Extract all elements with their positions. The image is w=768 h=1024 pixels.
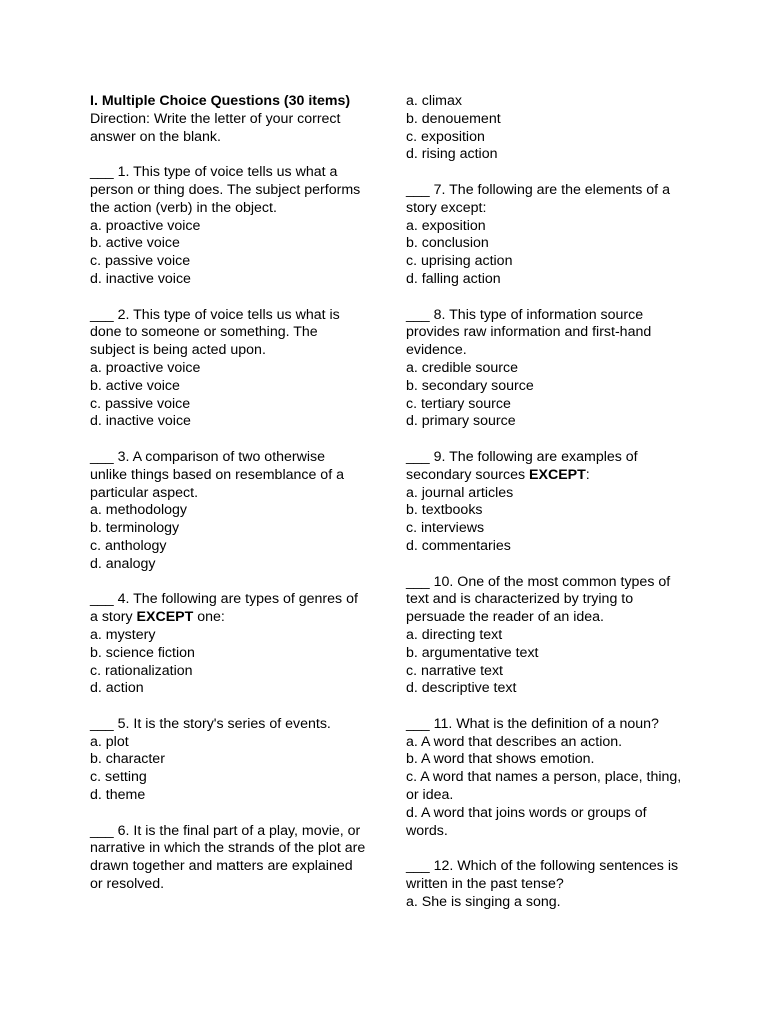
answer-option: c. setting	[90, 769, 147, 786]
answer-option: b. denouement	[406, 110, 501, 127]
spacer	[406, 698, 682, 716]
spacer	[90, 574, 366, 592]
question-item	[90, 449, 366, 574]
question-text: This type of voice tells us what a person or thing does. The subject performs the action (verb) in the object.	[90, 164, 361, 216]
answer-option: b. character	[90, 751, 165, 768]
answer-blank[interactable]: ___	[90, 715, 114, 732]
question-text: One of the most common types of text and is characterized by trying to persuade the reader of an idea.	[406, 573, 671, 626]
question-number: 5.	[113, 715, 134, 732]
question-text: The following are examples of secondary sources	[406, 448, 638, 483]
answer-option: a. methodology	[90, 502, 188, 519]
question-text: It is the final part of a play, movie, or narrative in which the strands of the plot are drawn together and matters are explained or resolved.	[90, 822, 366, 893]
question-stem	[90, 307, 366, 360]
answer-blank[interactable]: ___	[406, 573, 430, 590]
answer-blank[interactable]: ___	[90, 822, 114, 839]
spacer	[90, 805, 366, 823]
answer-option: c. rationalization	[90, 662, 193, 679]
spacer	[406, 840, 682, 858]
question-text-tail: one:	[193, 609, 225, 626]
answer-option: b. active voice	[90, 377, 180, 394]
question-item	[406, 182, 682, 289]
question-text-tail: :	[585, 466, 590, 483]
answer-option: a. proactive voice	[90, 217, 201, 234]
answer-option: c. passive voice	[90, 253, 191, 270]
answer-option: a. climax	[406, 93, 462, 109]
spacer	[90, 698, 366, 716]
emphasis-keyword: EXCEPT	[136, 609, 194, 626]
answer-option: d. inactive voice	[90, 270, 191, 287]
answer-option: d. analogy	[90, 555, 156, 572]
question-text: This type of voice tells us what is done to someone or something. The subject is being acted upon.	[90, 306, 340, 359]
question-number: 9.	[429, 448, 450, 465]
answer-option: b. terminology	[90, 520, 180, 537]
question-number: 12.	[429, 858, 458, 875]
answer-blank[interactable]: ___	[406, 181, 430, 198]
direction-text: Direction: Write the letter of your correct answer on the blank.	[90, 110, 341, 145]
answer-option: a. mystery	[90, 626, 156, 643]
spacer	[90, 146, 366, 164]
answer-option: a. credible source	[406, 359, 518, 376]
answer-option: a. proactive voice	[90, 359, 201, 376]
question-stem	[406, 716, 682, 734]
question-stem	[406, 858, 682, 894]
answer-option: d. theme	[90, 787, 146, 804]
question-number: 4.	[113, 591, 134, 608]
answer-blank[interactable]: ___	[406, 858, 430, 875]
answer-option: b. conclusion	[406, 235, 489, 252]
section-title: I. Multiple Choice Questions (30 items)	[90, 93, 351, 109]
answer-option: b. A word that shows emotion.	[406, 751, 595, 768]
answer-option: c. tertiary source	[406, 395, 511, 412]
answer-option: a. plot	[90, 733, 129, 750]
question-item	[90, 716, 366, 805]
question-text: This type of information source provides raw information and first-hand evidence.	[406, 306, 652, 359]
spacer	[406, 164, 682, 182]
question-stem	[90, 823, 366, 894]
left-question-list	[90, 164, 366, 894]
left-column	[90, 93, 366, 894]
question-text: What is the definition of a noun?	[456, 715, 659, 732]
spacer	[406, 289, 682, 307]
question-stem	[406, 307, 682, 360]
question-text: The following are the elements of a story except:	[406, 181, 670, 216]
question-stem	[90, 591, 366, 627]
answer-option: b. science fiction	[90, 644, 195, 661]
emphasis-keyword: EXCEPT	[529, 466, 586, 483]
question-number: 10.	[429, 573, 458, 590]
question-number: 3.	[113, 448, 133, 465]
question-text: It is the story's series of events.	[133, 715, 331, 732]
question-text: Which of the following sentences is written in the past tense?	[406, 858, 679, 893]
question-item	[90, 307, 366, 432]
answer-option: b. textbooks	[406, 502, 483, 519]
answer-option: b. active voice	[90, 235, 180, 252]
answer-blank[interactable]: ___	[90, 591, 114, 608]
answer-blank[interactable]: ___	[90, 306, 114, 323]
answer-option: a. She is singing a song.	[406, 893, 561, 910]
answer-blank[interactable]: ___	[90, 164, 114, 181]
question-item	[406, 858, 682, 911]
question-number: 8.	[429, 306, 450, 323]
right-question-list	[406, 182, 682, 912]
answer-option: d. inactive voice	[90, 413, 191, 430]
question-stem	[90, 449, 366, 502]
answer-blank[interactable]: ___	[406, 306, 430, 323]
spacer	[406, 556, 682, 574]
right-column	[406, 93, 682, 912]
spacer	[90, 431, 366, 449]
answer-option: d. primary source	[406, 413, 516, 430]
answer-option: c. uprising action	[406, 253, 513, 270]
answer-option: c. interviews	[406, 520, 485, 537]
answer-option: d. commentaries	[406, 537, 511, 554]
answer-option: a. A word that describes an action.	[406, 733, 623, 750]
answer-option: c. exposition	[406, 128, 485, 145]
question-stem	[406, 574, 682, 627]
question-item	[406, 574, 682, 699]
question-item	[406, 307, 682, 432]
question-item	[90, 823, 366, 894]
question-text: The following are types of genres of a story	[90, 591, 358, 626]
answer-option: b. argumentative text	[406, 644, 539, 661]
question-stem	[406, 449, 682, 485]
question-stem	[90, 164, 366, 217]
answer-option: d. action	[90, 680, 144, 697]
answer-option: d. falling action	[406, 270, 501, 287]
question-number: 6.	[113, 822, 134, 839]
answer-blank[interactable]: ___	[406, 448, 430, 465]
answer-option: a. exposition	[406, 217, 486, 234]
answer-option: a. journal articles	[406, 484, 514, 501]
question-number: 2.	[113, 306, 134, 323]
answer-option: c. passive voice	[90, 395, 191, 412]
question-item	[90, 164, 366, 289]
answer-option: b. secondary source	[406, 377, 534, 394]
spacer	[90, 289, 366, 307]
answer-option: c. anthology	[90, 537, 167, 554]
question-item	[90, 591, 366, 698]
spacer	[406, 431, 682, 449]
question-item	[406, 449, 682, 556]
answer-option: d. descriptive text	[406, 680, 517, 697]
question-stem	[406, 182, 682, 218]
answer-option: c. A word that names a person, place, thing, or idea.	[406, 769, 682, 804]
question-item	[406, 716, 682, 841]
answer-blank[interactable]: ___	[406, 715, 430, 732]
answer-option: c. narrative text	[406, 662, 503, 679]
question-number: 11.	[429, 715, 457, 732]
answer-option: d. A word that joins words or groups of words.	[406, 804, 647, 839]
answer-option: a. directing text	[406, 626, 503, 643]
answer-blank[interactable]: ___	[90, 448, 114, 465]
answer-option: d. rising action	[406, 146, 498, 163]
question-6-options	[406, 93, 682, 164]
question-number: 7.	[429, 181, 450, 198]
question-text: A comparison of two otherwise unlike things based on resemblance of a particular aspect.	[90, 448, 344, 501]
question-stem	[90, 716, 366, 734]
question-number: 1.	[113, 164, 134, 181]
